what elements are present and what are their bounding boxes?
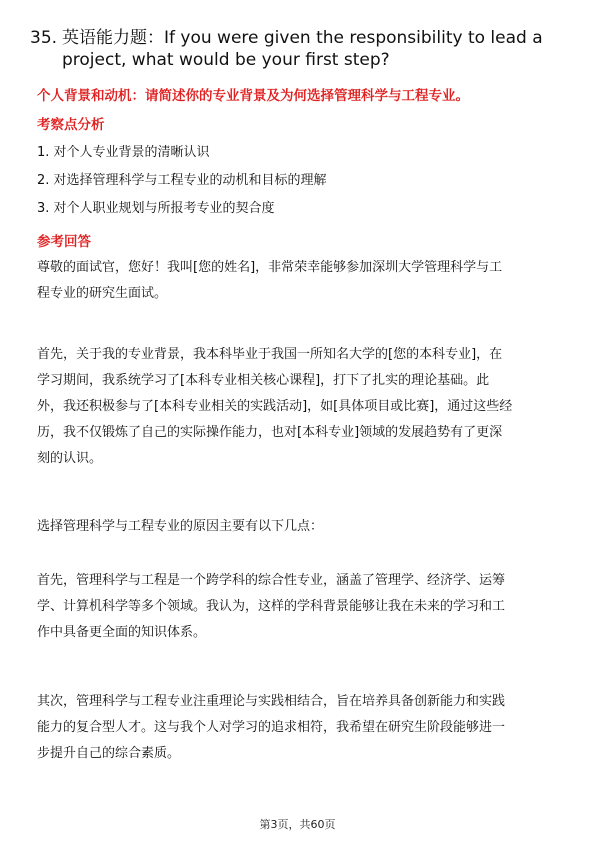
answer-paragraph-1	[37, 255, 559, 307]
paragraph-line: 学习期间，我系统学习了[本科专业相关核心课程]，打下了扎实的理论基础。此	[37, 373, 490, 388]
paragraph-line: 其次，管理科学与工程专业注重理论与实践相结合，旨在培养具备创新能力和实践	[37, 694, 506, 709]
paragraph-line: 首先，关于我的专业背景，我本科毕业于我国一所知名大学的[您的本科专业]，在	[37, 347, 503, 362]
paragraph-line: 步提升自己的综合素质。	[37, 746, 181, 761]
paragraph-line: 首先，管理科学与工程是一个跨学科的综合性专业，涵盖了管理学、经济学、运筹	[37, 573, 506, 588]
question-text-line-1: 英语能力题：If you were given the responsibility to lead a	[62, 28, 543, 48]
answer-paragraph-4	[37, 568, 559, 646]
paragraph-line: 尊敬的面试官，您好！我叫[您的姓名]，非常荣幸能够参加深圳大学管理科学与工	[37, 260, 503, 275]
page-number-footer: 第3页，共60页	[259, 818, 336, 831]
paragraph-line: 学、计算机科学等多个领域。我认为，这样的学科背景能够让我在未来的学习和工	[37, 599, 506, 614]
answer-heading: 参考回答	[37, 234, 91, 250]
analysis-heading: 考察点分析	[37, 117, 105, 133]
question-number: 35.	[30, 28, 58, 48]
question-text-line-2: project, what would be your first step?	[62, 50, 390, 70]
answer-paragraph-5	[37, 689, 559, 767]
paragraph-line: 选择管理科学与工程专业的原因主要有以下几点：	[37, 519, 324, 534]
section-title: 个人背景和动机：请简述你的专业背景及为何选择管理科学与工程专业。	[37, 88, 469, 104]
paragraph-line: 作中具备更全面的知识体系。	[37, 625, 207, 640]
paragraph-line: 能力的复合型人才。这与我个人对学习的追求相符，我希望在研究生阶段能够进一	[37, 720, 506, 735]
analysis-point-1: 1. 对个人专业背景的清晰认识	[37, 145, 210, 160]
paragraph-line: 历，我不仅锻炼了自己的实际操作能力，也对[本科专业]领域的发展趋势有了更深	[37, 425, 503, 440]
question-title	[30, 27, 570, 71]
paragraph-line: 刻的认识。	[37, 451, 103, 466]
paragraph-line: 程专业的研究生面试。	[37, 286, 168, 301]
analysis-point-2: 2. 对选择管理科学与工程专业的动机和目标的理解	[37, 173, 327, 188]
analysis-point-3: 3. 对个人职业规划与所报考专业的契合度	[37, 201, 275, 216]
answer-paragraph-2	[37, 342, 559, 472]
answer-paragraph-3	[37, 514, 559, 540]
paragraph-line: 外，我还积极参与了[本科专业相关的实践活动]，如[具体项目或比赛]，通过这些经	[37, 399, 513, 414]
